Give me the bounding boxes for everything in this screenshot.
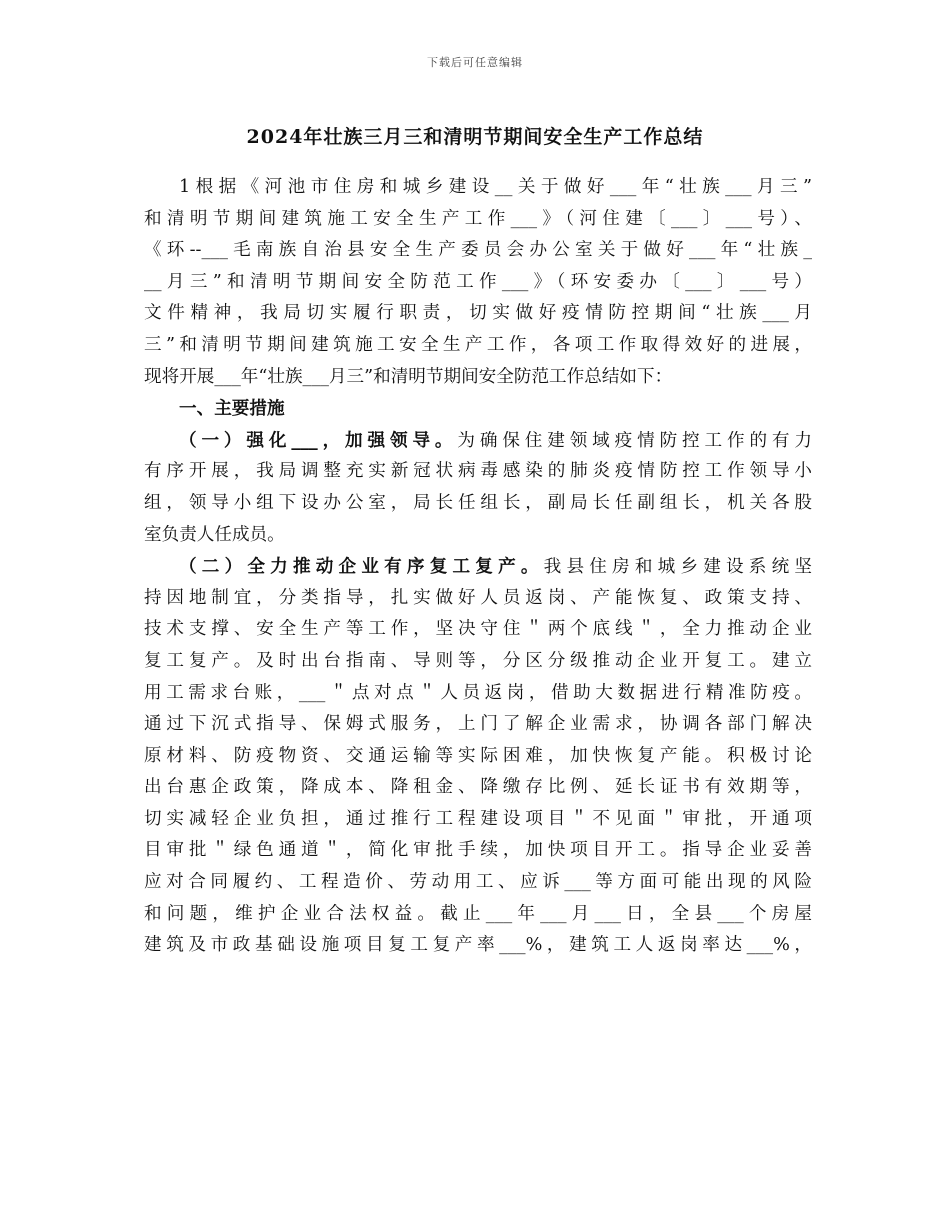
document-title: 2024年壮族三月三和清明节期间安全生产工作总结 [246, 126, 704, 148]
subsection-2-line: 复工复产。及时出台指南、导则等，分区分级推动企业开复工。建立 [144, 650, 812, 671]
intro-line: 《环--___毛南族自治县安全生产委员会办公室关于做好___年“壮族_ [144, 240, 812, 261]
intro-line: 现将开展___年“壮族___月三”和清明节期间安全防范工作总结如下： [144, 366, 673, 387]
subsection-2-line: 建筑及市政基础设施项目复工复产率___%，建筑工人返岗率达___%， [144, 935, 812, 956]
subsection-2-line: 和问题，维护企业合法权益。截止___年___月___日，全县___个房屋 [144, 903, 812, 924]
subsection-2-first-line [144, 551, 812, 583]
intro-line: __月三”和清明节期间安全防范工作___》（环安委办〔___〕___号） [144, 271, 812, 292]
subsection-1-line: 有序开展，我局调整充实新冠状病毒感染的肺炎疫情防控工作领导小 [144, 461, 812, 482]
subsection-2-line: 目审批＂绿色通道＂，简化审批手续，加快项目开工。指导企业妥善 [144, 840, 812, 861]
intro-line: 三”和清明节期间建筑施工安全生产工作，各项工作取得效好的进展， [144, 334, 812, 355]
subsection-2-line: 应对合同履约、工程造价、劳动用工、应诉___等方面可能出现的风险 [144, 872, 812, 893]
subsection-2-line: 用工需求台账，___＂点对点＂人员返岗，借助大数据进行精准防疫。 [144, 682, 812, 703]
subsection-2-line: 切实减轻企业负担，通过推行工程建设项目＂不见面＂审批，开通项 [144, 808, 812, 829]
subsection-1-text: 为确保住建领域疫情防控工作的有力 [457, 430, 812, 451]
subsection-2-line: 出台惠企政策，降成本、降租金、降缴存比例、延长证书有效期等， [144, 777, 812, 798]
intro-line: 和清明节期间建筑施工安全生产工作___》（河住建〔___〕___号）、 [144, 208, 812, 229]
subsection-1-line: 组，领导小组下设办公室，局长任组长，副局长任副组长，机关各股 [144, 492, 812, 513]
subsection-2-text: 我县住房和城乡建设系统坚 [543, 557, 812, 578]
subsection-2-lead: （二）全力推动企业有序复工复产。 [179, 556, 544, 578]
intro-line: 文件精神，我局切实履行职责，切实做好疫情防控期间“壮族___月 [144, 303, 812, 324]
subsection-2-line: 持因地制宜，分类指导，扎实做好人员返岗、产能恢复、政策支持、 [144, 587, 812, 608]
header-note: 下载后可任意编辑 [427, 56, 523, 69]
subsection-2-line: 原材料、防疫物资、交通运输等实际困难，加快恢复产能。积极讨论 [144, 745, 812, 766]
subsection-2-line: 通过下沉式指导、保姆式服务，上门了解企业需求，协调各部门解决 [144, 714, 812, 735]
document-body [144, 172, 812, 962]
section-heading: 一、主要措施 [179, 398, 285, 420]
subsection-2-line: 技术支撑、安全生产等工作，坚决守住＂两个底线＂，全力推动企业 [144, 619, 812, 640]
subsection-1-first-line [144, 425, 812, 457]
subsection-1-lead: （一）强化___，加强领导。 [179, 429, 458, 451]
subsection-1-line: 室负责人任成员。 [144, 524, 285, 545]
intro-line: 1根据《河池市住房和城乡建设__关于做好___年“壮族___月三” [179, 177, 812, 197]
